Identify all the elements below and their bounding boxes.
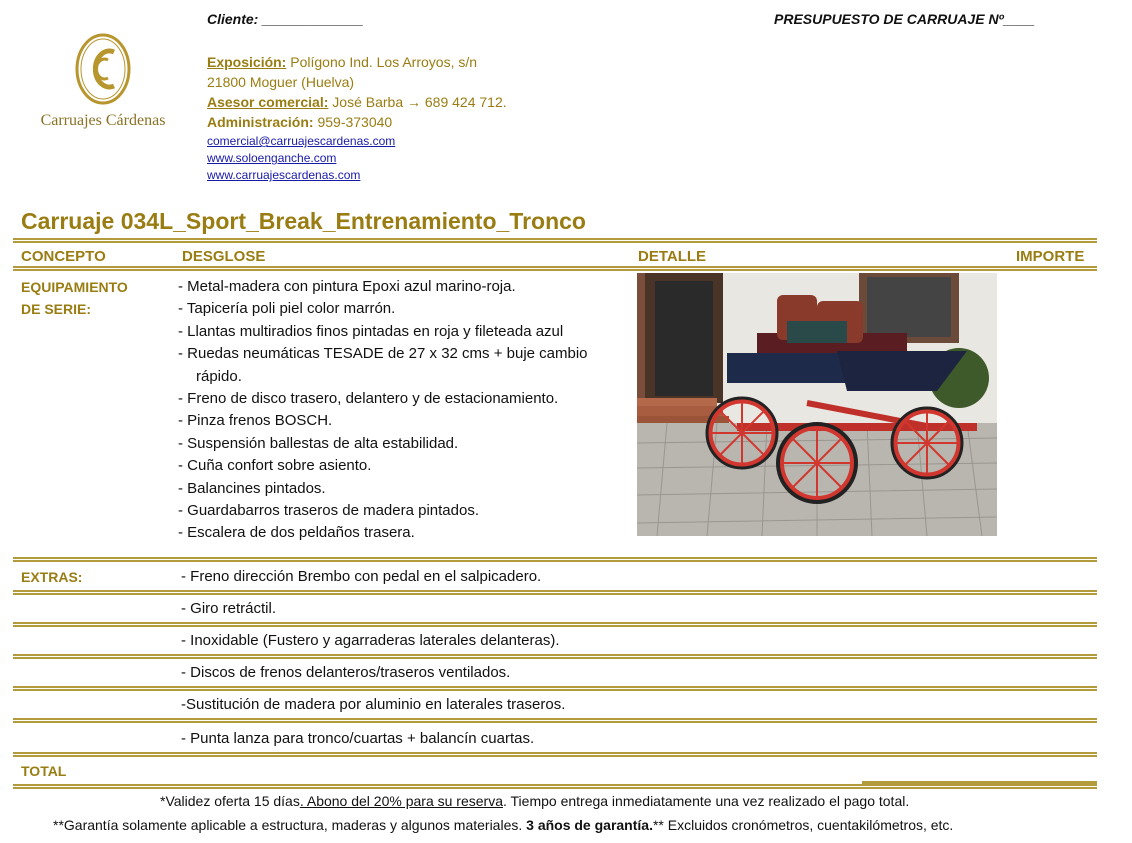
footer-warranty: **Garantía solamente aplicable a estructura, maderas y algunos materiales. [53,817,527,833]
equipamiento-list [178,276,628,545]
rule-extra-5 [13,718,1097,723]
footer-delivery: . Tiempo entrega inmediatamente una vez realizado el pago total. [502,793,910,809]
client-field: Cliente: _____________ [207,11,364,27]
footer-deposit: . Abono del 20% para su reserva [299,793,503,809]
list-item: - Metal-madera con pintura Epoxi azul marino-roja. [178,278,516,295]
links-block [207,133,395,184]
rule-extra-4 [13,686,1097,691]
address-line: 21800 Moguer (Huelva) [207,74,355,90]
rule-top [13,238,1097,243]
asesor-line [207,92,627,112]
rule-extras-top [13,557,1097,562]
footer-line-2 [53,817,953,833]
cc-monogram-icon [28,32,178,112]
carriage-photo [637,273,997,536]
website-link-soloenganche[interactable]: www.soloenganche.com [207,151,337,165]
extra-item: - Giro retráctil. [181,600,277,617]
extra-item: - Inoxidable (Fustero y agarraderas laterales delanteras). [181,632,560,649]
contact-block [207,52,627,132]
extra-item: -Sustitución de madera por aluminio en laterales traseros. [181,696,566,713]
list-item: - Escalera de dos peldaños trasera. [178,524,415,542]
equipamiento-label [21,276,128,320]
email-link[interactable]: comercial@carruajescardenas.com [207,134,396,148]
column-header-desglose: DESGLOSE [182,248,266,265]
extras-label: EXTRAS: [21,569,83,585]
rule-extra-1 [13,590,1097,595]
list-item: - Ruedas neumáticas TESADE de 27 x 32 cms + buje cambio rápido. [178,345,588,385]
website-link-carruajescardenas[interactable]: www.carruajescardenas.com [207,168,361,182]
admin-label: Administración: [207,114,314,130]
admin-line [207,112,627,132]
asesor-label: Asesor comercial: [207,94,329,110]
list-item: - Balancines pintados. [178,479,326,497]
rule-extra-3 [13,654,1097,659]
exposicion-line [207,52,627,72]
list-item: - Pinza frenos BOSCH. [178,412,333,430]
admin-value: 959-373040 [313,114,393,130]
carriage-image-icon [637,273,997,536]
budget-number: PRESUPUESTO DE CARRUAJE Nº____ [774,11,1035,27]
extra-item: - Discos de frenos delanteros/traseros ventilados. [181,664,511,681]
list-item: - Freno de disco trasero, delantero y de estacionamiento. [178,390,559,408]
list-item: - Suspensión ballestas de alta estabilidad. [178,434,459,452]
logo-text: Carruajes Cárdenas [40,112,166,129]
equipamiento-label-line1: EQUIPAMIENTO [21,279,128,295]
column-header-concepto: CONCEPTO [21,248,106,265]
rule-bottom [13,784,1097,789]
total-label: TOTAL [21,763,67,779]
list-item: - Cuña confort sobre asiento. [178,457,372,475]
page-title: Carruaje 034L_Sport_Break_Entrenamiento_Tronco [21,208,586,234]
rule-extra-2 [13,622,1097,627]
equipamiento-label-line2: DE SERIE: [21,301,92,317]
exposicion-label: Exposición: [207,54,287,70]
asesor-value: José Barba → 689 424 712. [328,94,507,110]
footer-line-1 [160,793,909,809]
column-header-importe: IMPORTE [1016,248,1085,265]
exposicion-value: Polígono Ind. Los Arroyos, s/n [286,54,478,70]
rule-header-bottom [13,266,1097,271]
extra-item: - Punta lanza para tronco/cuartas + balancín cuartas. [181,730,535,747]
footer-exclusions: ** Excluidos cronómetros, cuentakilómetros, etc. [652,817,954,833]
footer-validity: *Validez oferta 15 días [160,793,300,809]
company-logo [28,32,178,132]
column-header-detalle: DETALLE [638,248,707,265]
list-item: - Llantas multiradios finos pintadas en roja y fileteada azul [178,322,564,340]
extra-item: - Freno dirección Brembo con pedal en el salpicadero. [181,568,542,585]
rule-total-top [13,752,1097,757]
footer-warranty-years: 3 años de garantía. [526,817,653,833]
list-item: - Tapicería poli piel color marrón. [178,300,396,318]
list-item: - Guardabarros traseros de madera pintados. [178,502,479,520]
